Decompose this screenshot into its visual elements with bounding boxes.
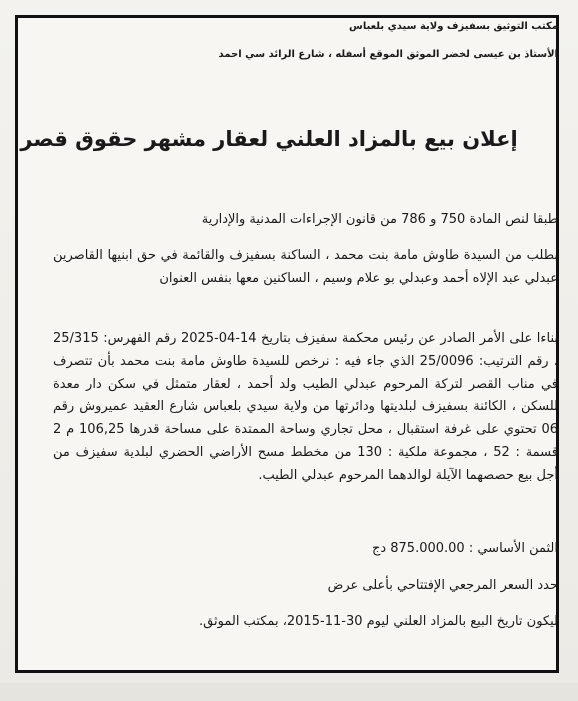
page-bottom-margin <box>0 683 578 701</box>
court-order-paragraph: بناءا على الأمر الصادر عن رئيس محكمة سفيزف بتاريخ 14-04-2025 رقم الفهرس: 25/315 ، رقم الترتيب: 25/0096 الذي جاء فيه : نرخص للسيدة طاوش مامة بنت محمد بأن تتصرف في مناب القصر لتركة المرحوم عبدلي الطيب ولد أحمد ، لعقار متمثل في سكن دار معدة للسكن ، الكائنة بسفيزف لبلديتها ودائرتها من ولاية سيدي بلعباس شارع العقيد عميروش رقم 06 تحتوي على غرفة استقبال ، محل تجاري وساحة الممتدة على مساحة قدرها 106,25 م 2 قسمة : 52 ، مجموعة ملكية : 130 من مخطط مسح الأراضي الحضري لبلدية سفيزف من أجل بيع حصصهما الآيلة لوالدهما المرحوم عبدلي الطيب. <box>53 331 558 483</box>
notice-title: إعلان بيع بالمزاد العلني لعقار مشهر حقوق قصر <box>20 127 518 151</box>
base-price: الثمن الأساسي : 875.000.00 دج <box>371 541 558 556</box>
legal-basis: طبقا لنص المادة 750 و 786 من قانون الإجراءات المدنية والإدارية <box>201 212 558 227</box>
notary-name-line: الأستاذ بن عيسى لخضر الموثق الموقع أسفله ، شارع الرائد سي احمد <box>218 49 558 60</box>
sale-date: ليكون تاريخ البيع بالمزاد العلني ليوم 30-11-2015، بمكتب الموثق. <box>199 614 558 629</box>
opening-price: حدد السعر المرجعي الإفتتاحي بأعلى عرض <box>327 578 558 593</box>
notary-office-line: مكتب التوثيق بسفيزف ولاية سيدي بلعباس <box>349 21 558 32</box>
request-paragraph: بطلب من السيدة طاوش مامة بنت محمد ، الساكنة بسفيزف والقائمة في حق ابنيها القاصرين عبدلي عبد الإلاه أحمد وعبدلي بو علام وسيم ، الساكنين معها بنفس العنوان <box>53 248 558 286</box>
